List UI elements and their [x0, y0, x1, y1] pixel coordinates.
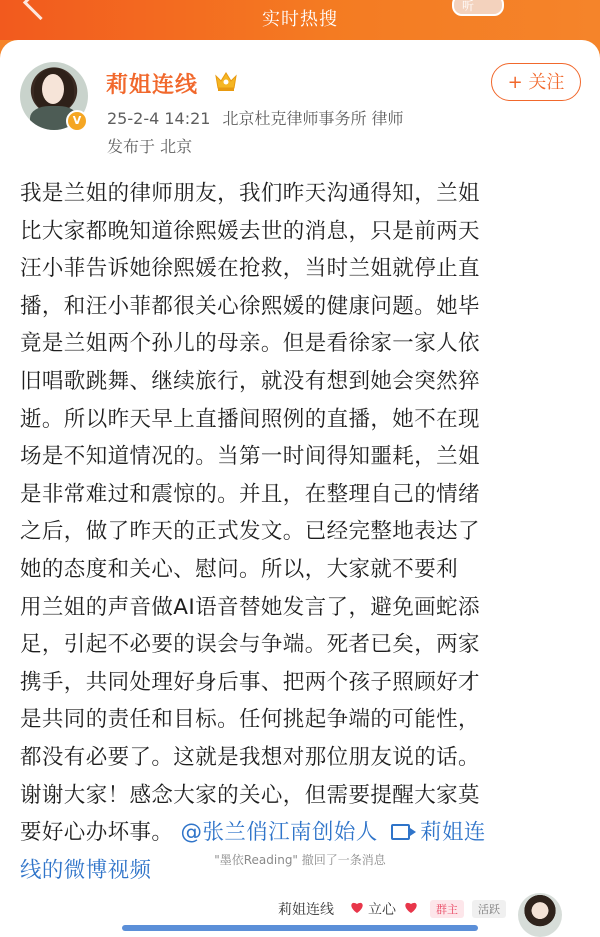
- post-body-line: 比大家都晚知道徐熙媛去世的消息，只是前两天: [20, 218, 480, 244]
- post-meta: [107, 106, 404, 129]
- post-body-line: 携手，共同处理好身后事、把两个孩子照顾好才: [20, 669, 480, 695]
- video-link-part2[interactable]: 线的微博视频: [20, 857, 152, 883]
- heart-icon: [350, 901, 364, 914]
- post-body-line: 汪小菲告诉她徐熙媛在抢救，当时兰姐就停止直: [20, 256, 480, 282]
- listen-button-label: 听: [462, 0, 475, 13]
- post-body-text: 要好心办坏事。: [20, 820, 174, 846]
- post-body-line: 都没有必要了。这就是我想对那位朋友说的话。: [20, 744, 480, 770]
- listen-button[interactable]: [452, 0, 504, 16]
- top-header: [0, 0, 600, 40]
- bottom-second-name: 立心: [368, 902, 396, 918]
- avatar-face-shape: [42, 74, 64, 104]
- post-body-line: 竟是兰姐两个孙儿的母亲。但是看徐家一家人依: [20, 331, 480, 357]
- video-icon: [391, 824, 410, 840]
- post-body: [20, 175, 585, 889]
- post-date: 25-2-4 14:21: [107, 109, 211, 128]
- post-body-line: [20, 814, 585, 852]
- active-badge: 活跃: [472, 900, 506, 918]
- post-body-line: 是非常难过和震惊的。并且，在整理自己的情绪: [20, 481, 480, 507]
- post-source: 北京杜克律师事务所 律师: [222, 109, 404, 128]
- video-link-part1[interactable]: 莉姐连: [420, 820, 486, 846]
- follow-button[interactable]: + 关注: [491, 63, 581, 101]
- post-body-lines: [20, 175, 585, 814]
- post-body-line: 她的态度和关心、慰问。所以，大家就不要利: [20, 556, 459, 582]
- verified-badge-icon: V: [66, 110, 88, 132]
- post-body-line: 谢谢大家！感念大家的关心，但需要提醒大家莫: [20, 782, 480, 808]
- post-body-line: 足，引起不必要的误会与争端。死者已矣，两家: [20, 632, 480, 658]
- recall-notice: "墨依Reading" 撤回了一条消息: [214, 853, 386, 867]
- post-body-line: 场是不知道情况的。当第一时间得知噩耗，兰姐: [20, 444, 480, 470]
- bottom-avatar[interactable]: [518, 893, 562, 937]
- post-location: 发布于 北京: [107, 137, 193, 156]
- post-body-line: 逝。所以昨天早上直播间照例的直播，她不在现: [20, 406, 480, 432]
- mention-link[interactable]: @张兰俏江南创始人: [180, 820, 378, 846]
- bottom-input-bar[interactable]: [122, 925, 478, 931]
- post-body-line: 播，和汪小菲都很关心徐熙媛的健康问题。她毕: [20, 293, 480, 319]
- post-body-line: 之后，做了昨天的正式发文。已经完整地表达了: [20, 519, 480, 545]
- heart-icon: [404, 901, 418, 914]
- post-body-line: 我是兰姐的律师朋友，我们昨天沟通得知，兰姐: [20, 181, 480, 206]
- crown-icon: [214, 70, 238, 92]
- post-body-line: 旧唱歌跳舞、继续旅行，就没有想到她会突然猝: [20, 368, 480, 394]
- post-body-line: 是共同的责任和目标。任何挑起争端的可能性，: [20, 707, 480, 733]
- author-name[interactable]: 莉姐连线: [106, 73, 199, 98]
- admin-badge: 群主: [430, 900, 464, 918]
- header-title: 实时热搜: [262, 9, 338, 30]
- bottom-author-name[interactable]: 莉姐连线: [278, 902, 334, 918]
- post-body-line: 用兰姐的声音做AI语音替她发言了，避免画蛇添: [20, 594, 480, 620]
- header-actions: [452, 0, 552, 16]
